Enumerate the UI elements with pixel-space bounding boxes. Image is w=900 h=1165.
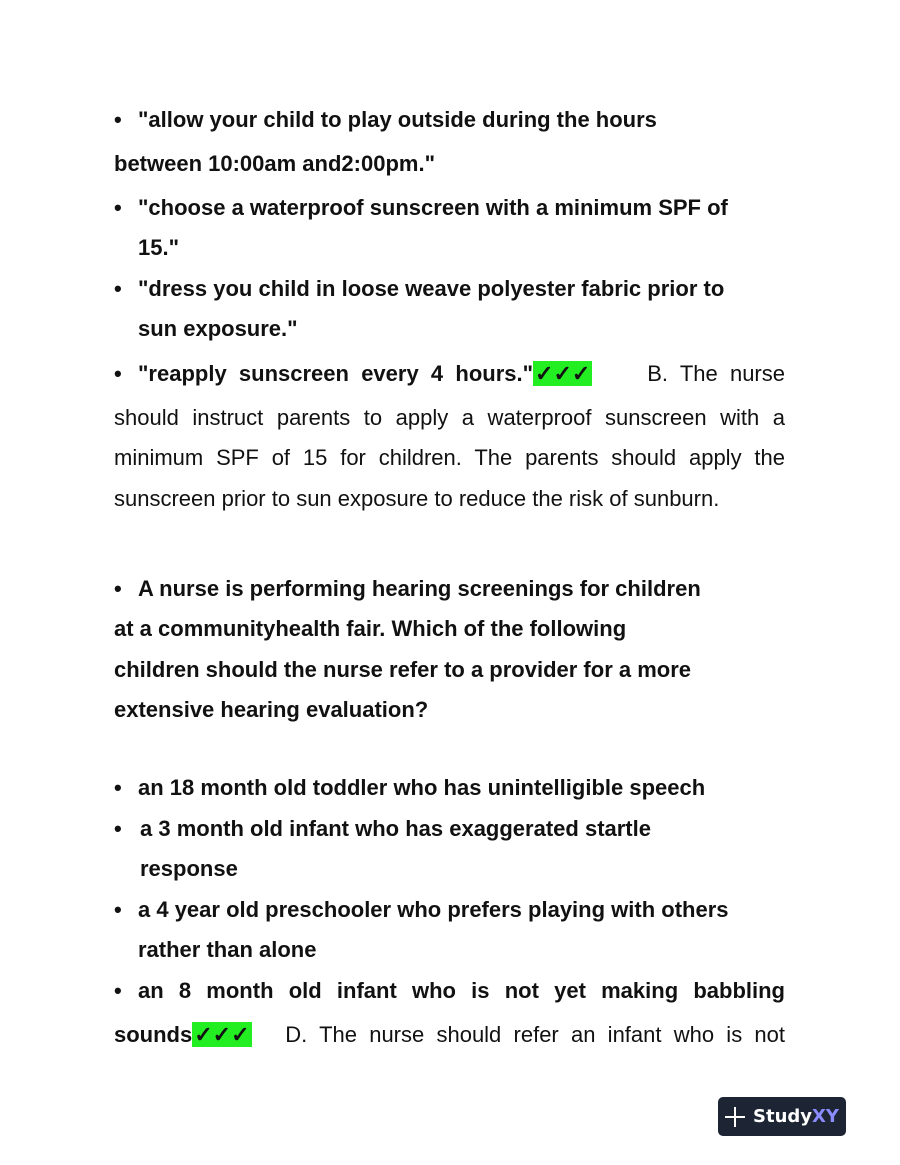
option-line: an 8 month old infant who is not yet making babbling [138, 978, 785, 1003]
option-line: "allow your child to play outside during the hours [138, 107, 657, 132]
option-text: sounds [114, 1022, 193, 1047]
plus-icon [725, 1107, 745, 1127]
bullet: • [114, 276, 122, 301]
answer-line [138, 359, 785, 389]
check-marks: ✓✓✓ [194, 1022, 250, 1047]
logo-text-study: Study [753, 1106, 813, 1127]
logo-text-xy: XY [812, 1106, 839, 1127]
option-line: a 4 year old preschooler who prefers playing with others [138, 897, 729, 922]
question-line: at a communityhealth fair. Which of the following [114, 616, 627, 641]
question-line: extensive hearing evaluation? [114, 697, 429, 722]
option-line: 15." [138, 235, 180, 260]
answer-label: B. The nurse [647, 361, 785, 386]
option-line: a 3 month old infant who has exaggerated startle [140, 816, 651, 841]
studyxy-logo[interactable] [718, 1097, 846, 1136]
question-line: children should the nurse refer to a provider for a more [114, 657, 692, 682]
rationale-line: minimum SPF of 15 for children. The parents should apply the [114, 445, 785, 470]
option-line: rather than alone [138, 937, 317, 962]
option-line: "dress you child in loose weave polyester fabric prior to [138, 276, 725, 301]
option-line: sun exposure." [138, 316, 298, 341]
bullet: • [114, 107, 122, 132]
bullet: • [114, 775, 122, 800]
bullet: • [114, 816, 122, 841]
option-line: "choose a waterproof sunscreen with a minimum SPF of [138, 195, 728, 220]
answer-label: D. The nurse should refer an infant who is not [285, 1022, 785, 1047]
bullet: • [114, 897, 122, 922]
option-line: response [140, 856, 238, 881]
bullet: • [114, 576, 122, 601]
question-line: A nurse is performing hearing screenings for children [138, 576, 701, 601]
option-line: an 18 month old toddler who has unintelligible speech [138, 775, 706, 800]
bullet: • [114, 195, 122, 220]
option-text: "reapply sunscreen every 4 hours." [138, 361, 534, 386]
check-marks: ✓✓✓ [535, 361, 591, 386]
bullet: • [114, 361, 122, 386]
option-line: between 10:00am and2:00pm." [114, 151, 435, 176]
bullet: • [114, 978, 122, 1003]
rationale-line: sunscreen prior to sun exposure to reduce the risk of sunburn. [114, 486, 720, 511]
rationale-line: should instruct parents to apply a waterproof sunscreen with a [114, 405, 785, 430]
answer-line [114, 1020, 785, 1050]
